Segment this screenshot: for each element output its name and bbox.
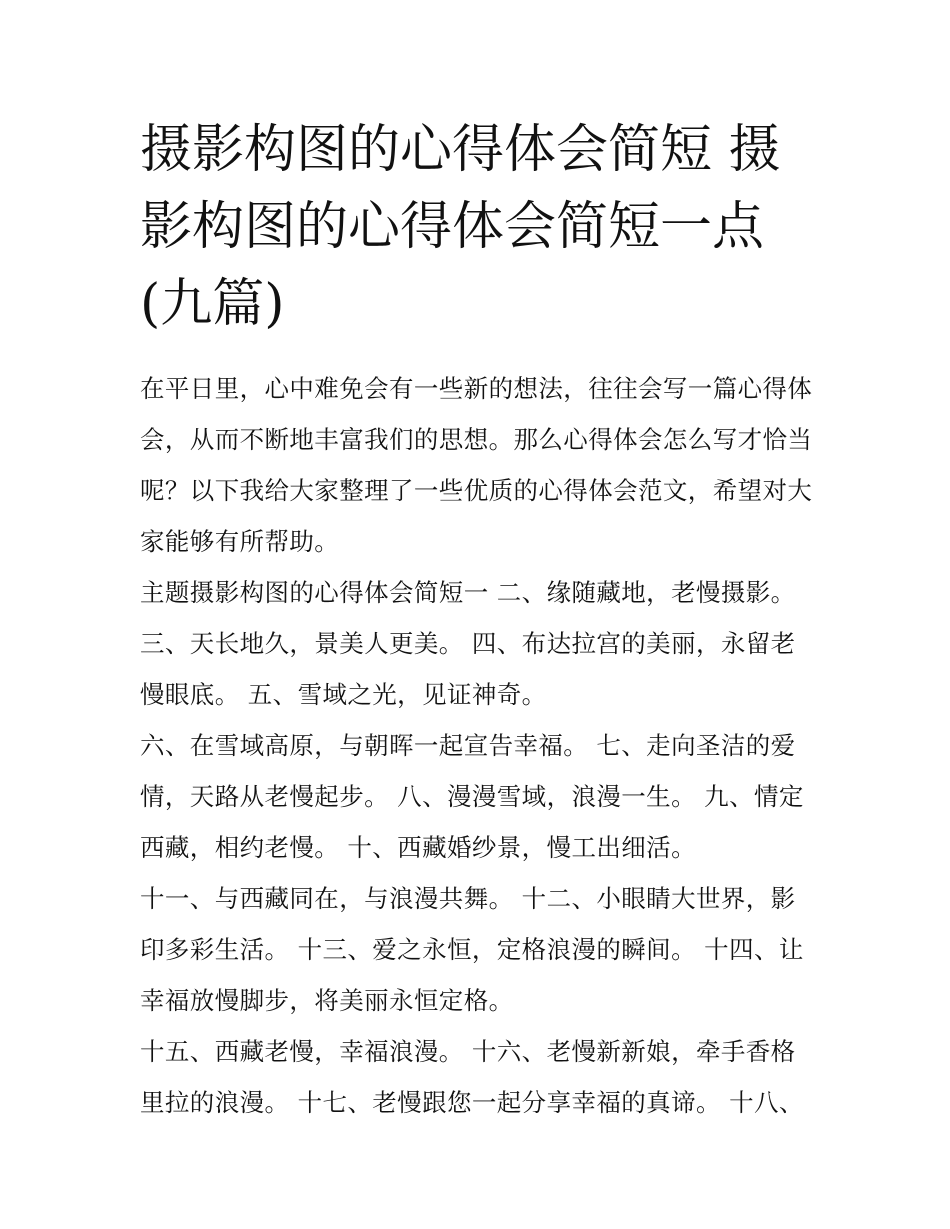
body-paragraph: 主题摄影构图的心得体会简短一 二、缘随藏地，老慢摄影。 三、天长地久，景美人更美。 四、布达拉宫的美丽，永留老慢眼底。 五、雪域之光，见证神奇。	[140, 578, 796, 709]
document-page	[140, 112, 815, 1128]
document-title: 摄影构图的心得体会简短 摄影构图的心得体会简短一点(九篇)	[140, 120, 781, 334]
intro-paragraph: 在平日里，心中难免会有一些新的想法，往往会写一篇心得体会，从而不断地丰富我们的思想。那么心得体会怎么写才恰当呢？以下我给大家整理了一些优质的心得体会范文，希望对大家能够有所帮助。	[140, 374, 813, 556]
body-paragraph: 十一、与西藏同在，与浪漫共舞。 十二、小眼睛大世界，影印多彩生活。 十三、爱之永恒，定格浪漫的瞬间。 十四、让幸福放慢脚步，将美丽永恒定格。	[140, 884, 804, 1015]
body-paragraph: 十五、西藏老慢，幸福浪漫。 十六、老慢新新娘，牵手香格里拉的浪漫。 十七、老慢跟您一起分享幸福的真谛。 十八、	[140, 1037, 804, 1117]
body-paragraph: 六、在雪域高原，与朝晖一起宣告幸福。 七、走向圣洁的爱情，天路从老慢起步。 八、漫漫雪域，浪漫一生。 九、情定西藏，相约老慢。 十、西藏婚纱景，慢工出细活。	[140, 731, 804, 862]
